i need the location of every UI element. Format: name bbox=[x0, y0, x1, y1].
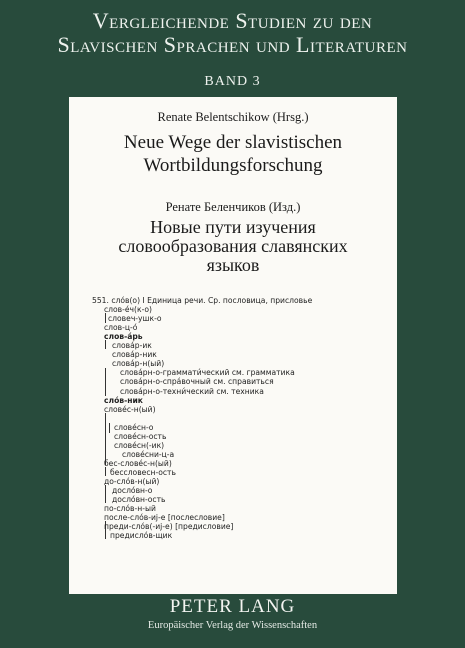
tree-bar bbox=[105, 467, 106, 476]
dictionary-line: слова́рн-о-граммати́ческий см. грамматика bbox=[120, 368, 295, 378]
title-russian bbox=[69, 218, 397, 275]
dictionary-line: 551. сло́в(о) I Единица речи. Ср. пословица, присловье bbox=[92, 296, 313, 305]
tree-bar bbox=[109, 423, 110, 433]
editor-russian: Ренате Беленчиков (Изд.) bbox=[165, 200, 301, 214]
volume-number: BAND 3 bbox=[204, 74, 261, 89]
dictionary-line: словеч-ушк-о bbox=[108, 314, 162, 324]
dictionary-line: слова́р-ик bbox=[112, 341, 152, 351]
dictionary-line: предисло́в-щик bbox=[110, 531, 173, 541]
series-title-line-1: Vergleichende Studien zu den bbox=[92, 8, 373, 33]
title-german bbox=[69, 131, 397, 177]
dictionary-line: после-сло́в-иj-е [послесловие] bbox=[104, 513, 225, 523]
dictionary-line: слове́с-н(ый) bbox=[104, 404, 156, 414]
dictionary-line: слов-е́ч(к-о) bbox=[104, 305, 152, 315]
dictionary-line: слове́сн-о bbox=[114, 422, 154, 432]
dictionary-line: слов-ц-о́ bbox=[104, 323, 138, 333]
title-russian-line-3: языков bbox=[206, 255, 260, 275]
dictionary-line: досло́вн-о bbox=[112, 486, 153, 496]
publisher-name: PETER LANG bbox=[169, 596, 296, 617]
title-russian-line-1: Новые пути изучения bbox=[150, 217, 316, 237]
title-german-line-1: Neue Wege der slavistischen bbox=[123, 132, 343, 153]
dictionary-line: слова́рн-о-спра́вочный см. справиться bbox=[120, 377, 274, 387]
dictionary-line: слова́р-н(ый) bbox=[112, 359, 165, 369]
tree-bar bbox=[105, 313, 106, 323]
dictionary-line: до-сло́в-н(ый) bbox=[104, 477, 160, 486]
dictionary-line: бессловесн-ость bbox=[110, 467, 176, 477]
tree-bar bbox=[105, 413, 106, 465]
dictionary-line: слове́сни-ц-а bbox=[122, 449, 175, 459]
title-german-line-2: Wortbildungsforschung bbox=[143, 155, 323, 176]
dictionary-line: слова́р-ник bbox=[112, 350, 157, 360]
title-panel bbox=[69, 97, 397, 594]
dictionary-line: преди-сло́в(-иj-е) [предисловие] bbox=[104, 522, 234, 532]
dictionary-line: слов-а́рь bbox=[104, 332, 143, 342]
editor-german: Renate Belentschikow (Hrsg.) bbox=[157, 110, 309, 124]
tree-bar bbox=[105, 368, 106, 396]
dictionary-line: слове́сн(-ик) bbox=[114, 440, 165, 450]
tree-bar bbox=[105, 340, 106, 349]
tree-bar bbox=[105, 485, 106, 503]
dictionary-line: по-сло́в-н-ый bbox=[104, 504, 156, 514]
dictionary-line: слова́рн-о-техни́ческий см. техника bbox=[120, 386, 264, 396]
title-russian-line-2: словообразования славянских bbox=[118, 236, 348, 256]
series-title bbox=[0, 9, 465, 57]
dictionary-line: слове́сн-ость bbox=[114, 431, 167, 441]
publisher-tagline: Europäischer Verlag der Wissenschaften bbox=[147, 620, 318, 631]
dictionary-line: бес-слове́с-н(ый) bbox=[104, 458, 172, 468]
dictionary-line: досло́вн-ость bbox=[112, 495, 166, 505]
dictionary-line: сло́в-ник bbox=[104, 395, 143, 405]
series-title-line-2: Slavischen Sprachen und Literaturen bbox=[57, 32, 408, 57]
